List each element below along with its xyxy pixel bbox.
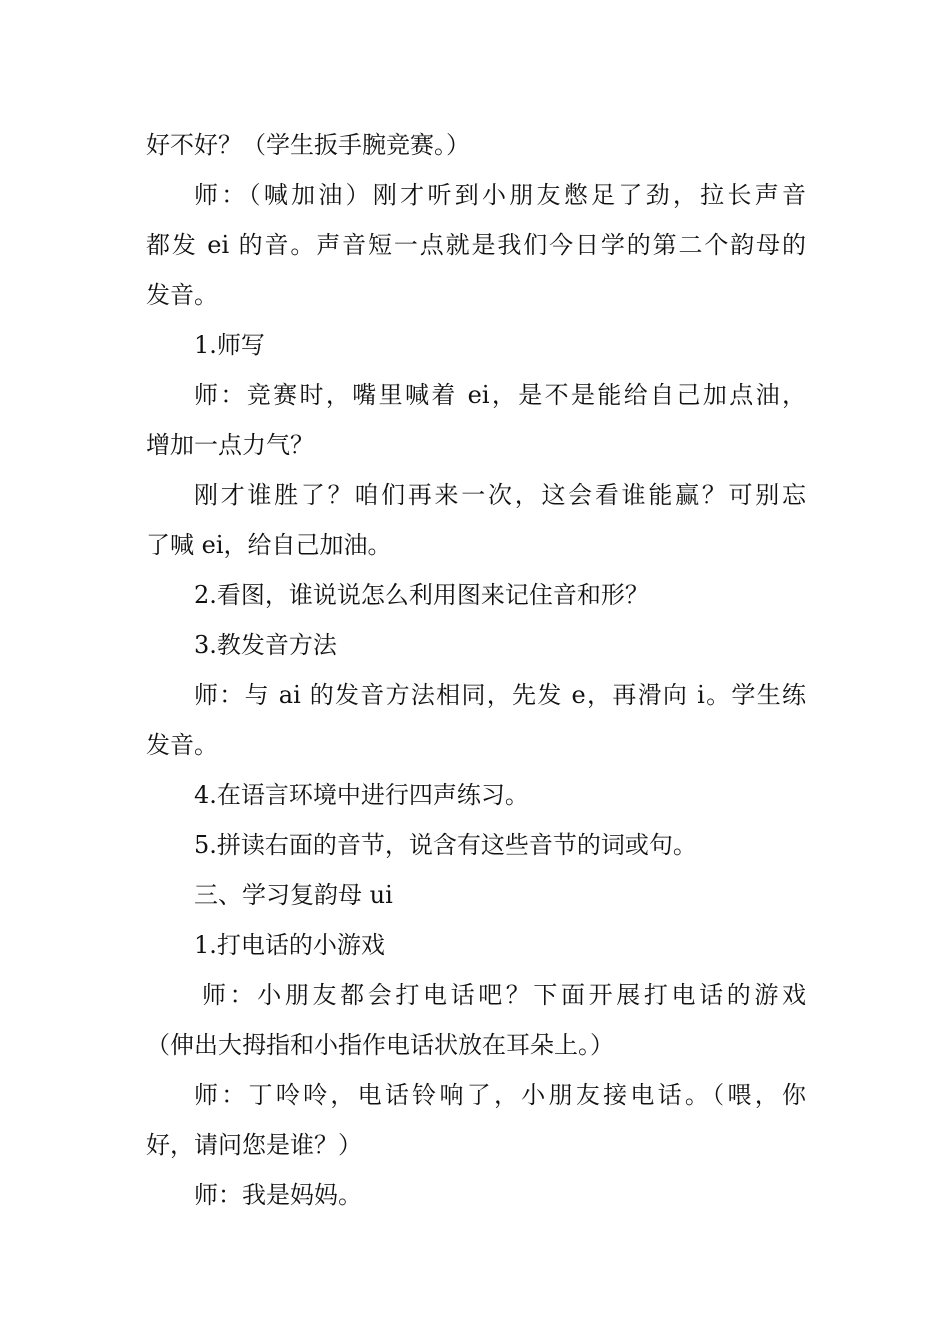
text-line-5: 1.师写 bbox=[194, 331, 265, 359]
text-line-6: 师：竞赛时，嘴里喊着 ei，是不是能给自己加点油， bbox=[194, 381, 806, 409]
text-line-15: 5.拼读右面的音节，说含有这些音节的词或句。 bbox=[194, 831, 697, 859]
text-line-2: 师：（喊加油）刚才听到小朋友憋足了劲，拉长声音 bbox=[194, 181, 806, 209]
text-line-22: 师：我是妈妈。 bbox=[194, 1181, 362, 1209]
text-line-13: 发音。 bbox=[146, 731, 218, 759]
text-line-18: 师：小朋友都会打电话吧？下面开展打电话的游戏 bbox=[202, 981, 806, 1009]
text-line-20: 师：丁呤呤，电话铃响了，小朋友接电话。（喂，你 bbox=[194, 1081, 806, 1109]
text-line-17: 1.打电话的小游戏 bbox=[194, 931, 385, 959]
text-line-4: 发音。 bbox=[146, 281, 218, 309]
text-line-11: 3.教发音方法 bbox=[194, 631, 337, 659]
text-line-8: 刚才谁胜了？咱们再来一次，这会看谁能赢？可别忘 bbox=[194, 481, 806, 509]
text-line-3: 都发 ei 的音。声音短一点就是我们今日学的第二个韵母的 bbox=[146, 231, 806, 259]
text-line-1: 好不好？（学生扳手腕竞赛。） bbox=[146, 131, 470, 159]
text-line-16: 三、学习复韵母 ui bbox=[194, 881, 393, 909]
text-line-10: 2.看图，谁说说怎么利用图来记住音和形？ bbox=[194, 581, 649, 609]
text-line-9: 了喊 ei，给自己加油。 bbox=[146, 531, 392, 559]
text-line-21: 好，请问您是谁？） bbox=[146, 1131, 362, 1159]
text-line-14: 4.在语言环境中进行四声练习。 bbox=[194, 781, 529, 809]
text-line-7: 增加一点力气？ bbox=[146, 431, 314, 459]
document-page bbox=[146, 120, 806, 1220]
text-line-12: 师：与 ai 的发音方法相同，先发 e，再滑向 i。学生练 bbox=[194, 681, 806, 709]
text-line-19: （伸出大拇指和小指作电话状放在耳朵上。） bbox=[146, 1031, 614, 1059]
